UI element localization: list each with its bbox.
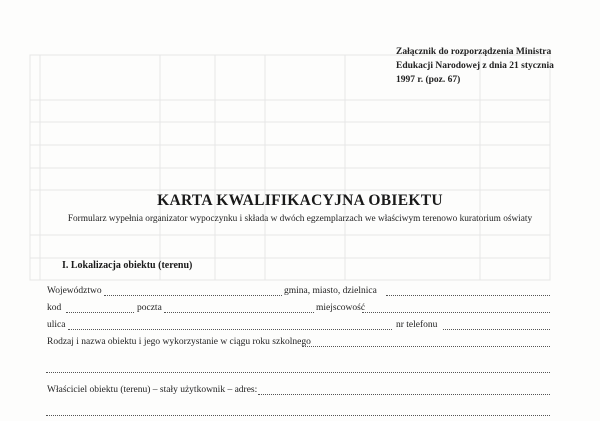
annex-line-1: Załącznik do rozporządzenia Ministra <box>396 47 552 57</box>
form-subtitle: Formularz wypełnia organizator wypoczynku i składa w dwóch egzemplarzach we właściwym terenowo kuratorium oświaty <box>67 214 533 224</box>
section-heading: I. Lokalizacja obiektu (terenu) <box>62 260 193 271</box>
owner-field[interactable] <box>258 393 550 395</box>
commune-label: gmina, miasto, dzielnica <box>284 286 377 296</box>
object-type-label: Rodzaj i nazwa obiektu i jego wykorzystanie w ciągu roku szkolnego <box>47 337 311 347</box>
commune-field[interactable] <box>386 294 550 296</box>
street-label: ulica <box>47 320 66 330</box>
form-title: KARTA KWALIFIKACYJNA OBIEKTU <box>157 192 443 209</box>
street-field[interactable] <box>68 328 392 330</box>
owner-field-continued[interactable] <box>46 414 550 416</box>
phone-field[interactable] <box>443 328 550 330</box>
annex-note <box>396 45 596 87</box>
object-type-field-continued[interactable] <box>46 371 550 373</box>
voivodeship-label: Województwo <box>47 286 102 296</box>
phone-label: nr telefonu <box>396 320 438 330</box>
postal-code-label: kod <box>47 303 62 313</box>
locality-label: miejscowość <box>316 303 366 313</box>
postal-code-field[interactable] <box>66 311 134 313</box>
post-office-label: poczta <box>137 303 162 313</box>
annex-line-2: Edukacji Narodowej z dnia 21 stycznia <box>396 61 554 71</box>
owner-label: Właściciel obiektu (terenu) – stały użytkownik – adres: <box>47 385 258 395</box>
annex-line-3: 1997 r. (poz. 67) <box>396 75 461 85</box>
post-office-field[interactable] <box>164 311 314 313</box>
object-type-field[interactable] <box>302 345 550 347</box>
locality-field[interactable] <box>362 311 550 313</box>
voivodeship-field[interactable] <box>104 294 282 296</box>
